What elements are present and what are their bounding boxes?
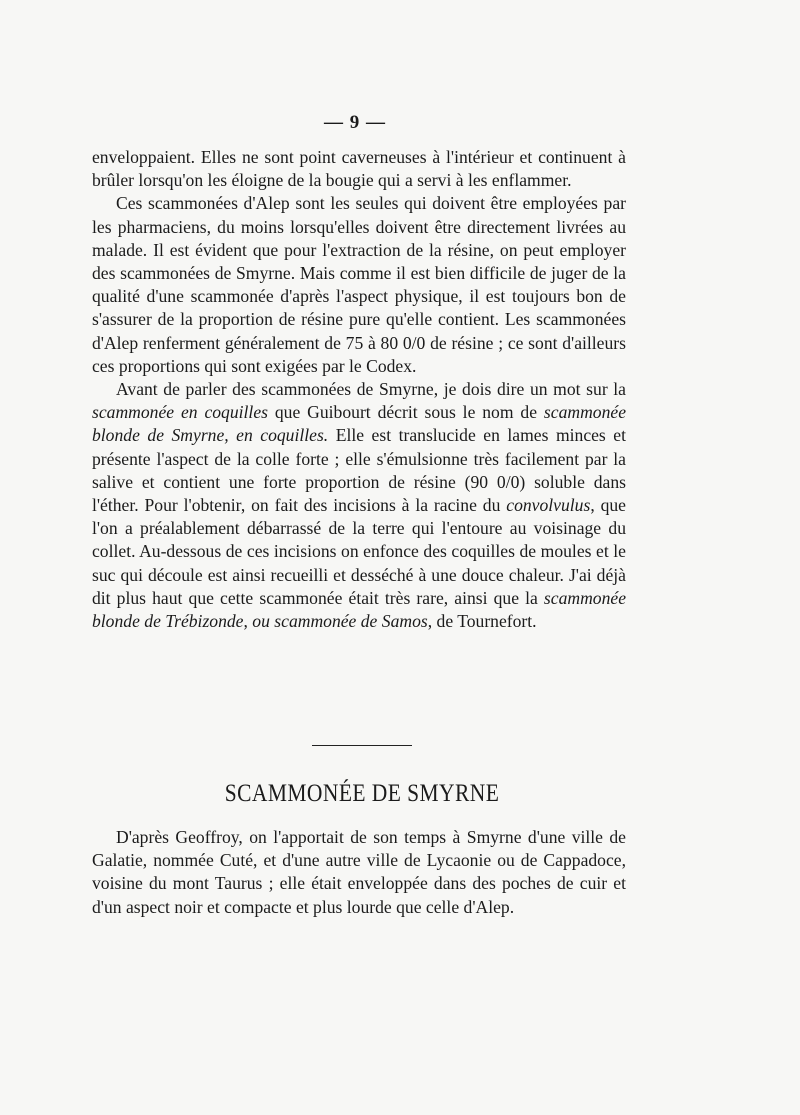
paragraph-continuation: enveloppaient. Elles ne sont point caverneuses à l'intérieur et continuent à brûler lorsqu'on les éloigne de la bougie qui a servi à les enflammer. [92, 147, 626, 191]
paragraph-smyrne: D'après Geoffroy, on l'apportait de son temps à Smyrne d'une ville de Galatie, nommée Cuté, et d'une autre ville de Lycaonie ou de Cappadoce, voisine du mont Taurus ; elle était enveloppée dans des poches de cuir et d'un aspect noir et compacte et plus lourde que celle d'Alep. [92, 827, 626, 917]
italic-term: convolvulus [506, 495, 591, 516]
paragraph-scammonees-alep: Ces scammonées d'Alep sont les seules qui doivent être employées par les pharmaciens, du moins lorsqu'elles doivent être directement livrées au malade. Il est évident que pour l'extraction de la résine, on peut employer des scammonées de Smyrne. Mais comme il est bien difficile de juger de la qualité d'une scammonée d'après l'aspect physique, il est toujours bon de s'assurer de la proportion de résine pure qu'elle contient. Les scammonées d'Alep renferment généralement de 75 à 80 0/0 de résine ; ce sont d'ailleurs ces proportions qui sont exigées par le Codex. [92, 193, 626, 376]
paragraph-scammonee-coquilles [92, 378, 626, 633]
section-title: SCAMMONÉE DE SMYRNE [224, 780, 500, 807]
text-run: , [243, 611, 253, 632]
text-run: que Guibourt décrit sous le nom de [267, 402, 544, 423]
text-run: , que l'on a préalablement débarrassé de la terre qui l'entoure au voisinage du collet. Au-dessous de ces incisions on enfonce des coquilles de moules et le suc qui découle est ainsi recueilli et desséché à une douce chaleur. J'ai déjà dit plus haut que cette scammonée était très rare, ainsi que la [92, 495, 626, 608]
section-body-text [92, 826, 626, 919]
page-number: — 9 — [324, 112, 386, 133]
italic-term: ou scammonée de Samos [252, 611, 428, 632]
text-run: , de Tournefort. [427, 611, 537, 632]
body-text [92, 146, 626, 633]
italic-term: scammonée blonde de Trébizonde [92, 587, 626, 632]
italic-term: scammonée en coquilles [92, 402, 268, 423]
section-divider [312, 745, 412, 746]
text-run: Avant de parler des scammonées de Smyrne, je dois dire un mot sur la [116, 379, 626, 400]
italic-term: scammonée blonde de Smyrne, en coquilles. [92, 402, 626, 446]
text-run: Elle est translucide en lames minces et présente l'aspect de la colle forte ; elle s'émulsionne très facilement par la salive et contient une forte proportion de résine (90 0/0) soluble dans l'éther. Pour l'obtenir, on fait des incisions à la racine du [92, 425, 626, 516]
